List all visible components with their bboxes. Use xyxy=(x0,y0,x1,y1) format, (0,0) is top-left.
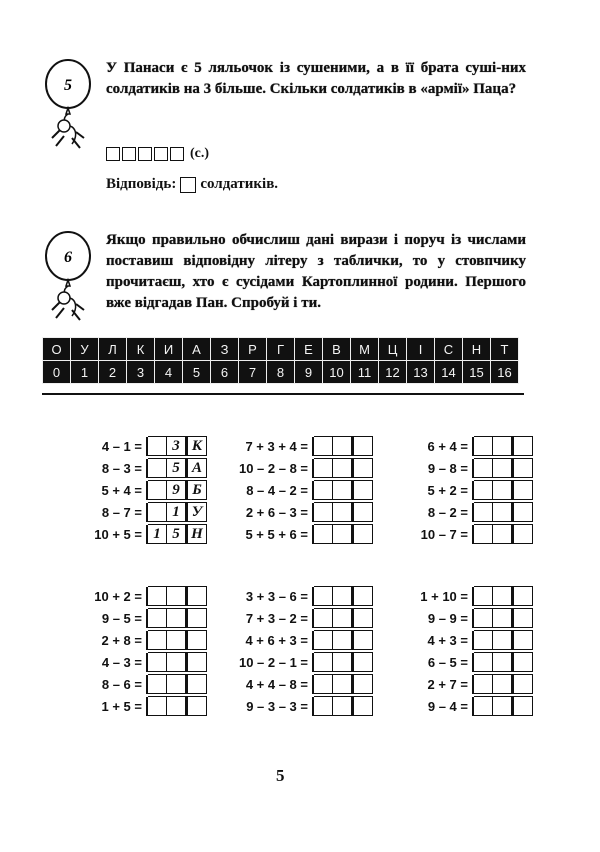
answer-unit: солдатиків. xyxy=(200,176,279,192)
answer-boxes xyxy=(472,525,533,544)
answer-digit-cell[interactable] xyxy=(148,502,167,522)
expression: 9 – 9 = xyxy=(427,610,468,626)
answer-digit-cell[interactable] xyxy=(333,586,354,606)
formula-box[interactable] xyxy=(122,147,136,161)
expression: 9 – 8 = xyxy=(427,460,468,476)
expression: 6 + 4 = xyxy=(427,438,468,454)
answer-letter-cell[interactable] xyxy=(354,608,373,628)
expression: 8 – 3 = xyxy=(101,460,142,476)
expression: 10 + 2 = xyxy=(94,588,142,604)
expression: 10 – 2 – 8 = xyxy=(238,460,308,476)
cipher-number: 4 xyxy=(155,361,183,384)
balloon-character-icon xyxy=(42,230,94,322)
cipher-number: 7 xyxy=(239,361,267,384)
answer-boxes xyxy=(312,525,373,544)
exercise-row xyxy=(382,523,533,545)
answer-boxes xyxy=(146,587,207,606)
answer-digit-cell[interactable] xyxy=(167,674,188,694)
exercise-row xyxy=(382,607,533,629)
answer-digit-cell[interactable] xyxy=(493,696,514,716)
expression: 1 + 10 = xyxy=(420,588,468,604)
page-number: 5 xyxy=(276,766,285,785)
answer-letter-cell[interactable] xyxy=(354,436,373,456)
answer-digit-cell[interactable] xyxy=(493,608,514,628)
exercise-row xyxy=(212,523,373,545)
exercise-row xyxy=(382,479,533,501)
answer-boxes xyxy=(146,697,207,716)
answer-digit-cell[interactable] xyxy=(314,674,333,694)
answer-boxes xyxy=(472,675,533,694)
exercise-row xyxy=(64,695,207,717)
exercise-row xyxy=(64,585,207,607)
exercise-row xyxy=(382,585,533,607)
exercise-group xyxy=(382,435,533,545)
answer-label: Відповідь: xyxy=(106,176,177,192)
cipher-letters-row xyxy=(43,338,519,361)
answer-digit-cell[interactable] xyxy=(314,436,333,456)
task-5-answer xyxy=(106,176,278,193)
exercise-group xyxy=(64,435,207,545)
answer-boxes xyxy=(146,675,207,694)
cipher-letter: У xyxy=(71,338,99,361)
expression: 7 + 3 – 2 = xyxy=(245,610,308,626)
exercise-row xyxy=(64,673,207,695)
answer-boxes xyxy=(146,459,207,478)
answer-digit-cell[interactable]: 3 xyxy=(167,436,188,456)
exercise-row xyxy=(64,479,207,501)
answer-digit-cell[interactable] xyxy=(493,502,514,522)
exercise-row xyxy=(382,651,533,673)
answer-boxes xyxy=(312,459,373,478)
answer-digit-cell[interactable] xyxy=(314,696,333,716)
expression: 10 – 2 – 1 = xyxy=(238,654,308,670)
answer-boxes xyxy=(312,675,373,694)
answer-digit-cell[interactable] xyxy=(333,608,354,628)
cipher-letter: К xyxy=(127,338,155,361)
exercise-row xyxy=(212,673,373,695)
formula-unit: (с.) xyxy=(190,146,210,161)
answer-boxes xyxy=(312,503,373,522)
exercise-row xyxy=(382,695,533,717)
answer-boxes xyxy=(472,481,533,500)
expression: 4 – 3 = xyxy=(101,654,142,670)
answer-digit-cell[interactable] xyxy=(493,458,514,478)
answer-boxes xyxy=(472,609,533,628)
task-5-text: У Панаси є 5 ляльочок із сушеними, а в її брата суші-них солдатиків на 3 більше. Скільки солдатиків в «армії» Паца? xyxy=(106,60,526,97)
answer-boxes xyxy=(312,437,373,456)
answer-digit-cell[interactable] xyxy=(474,436,493,456)
expression: 4 + 3 = xyxy=(427,632,468,648)
exercise-row xyxy=(212,629,373,651)
answer-letter-cell[interactable]: Н xyxy=(188,524,207,544)
answer-letter-cell[interactable] xyxy=(354,524,373,544)
answer-letter-cell[interactable] xyxy=(514,630,533,650)
answer-boxes xyxy=(472,653,533,672)
answer-letter-cell[interactable] xyxy=(354,586,373,606)
answer-digit-cell[interactable]: 9 xyxy=(167,480,188,500)
answer-digit-cell[interactable] xyxy=(148,586,167,606)
cipher-letter: Л xyxy=(99,338,127,361)
exercise-row xyxy=(64,435,207,457)
answer-digit-cell[interactable] xyxy=(167,608,188,628)
exercise-group xyxy=(64,585,207,717)
answer-digit-cell[interactable]: 1 xyxy=(167,502,188,522)
cipher-number: 11 xyxy=(351,361,379,384)
expression: 5 + 2 = xyxy=(427,482,468,498)
expression: 3 + 3 – 6 = xyxy=(245,588,308,604)
answer-digit-cell[interactable] xyxy=(474,502,493,522)
answer-digit-cell[interactable] xyxy=(333,674,354,694)
expression: 9 – 4 = xyxy=(427,698,468,714)
cipher-table xyxy=(42,337,519,384)
answer-digit-cell[interactable]: 1 xyxy=(148,524,167,544)
answer-letter-cell[interactable] xyxy=(354,458,373,478)
formula-box[interactable] xyxy=(106,147,120,161)
answer-digit-cell[interactable] xyxy=(314,502,333,522)
expression: 10 + 5 = xyxy=(94,526,142,542)
cipher-letter: М xyxy=(351,338,379,361)
answer-letter-cell[interactable] xyxy=(188,608,207,628)
cipher-letter: О xyxy=(43,338,71,361)
cipher-letter: Т xyxy=(491,338,519,361)
task-5-formula xyxy=(106,146,209,162)
answer-digit-cell[interactable]: 5 xyxy=(167,458,188,478)
expression: 5 + 4 = xyxy=(101,482,142,498)
answer-letter-cell[interactable] xyxy=(188,652,207,672)
exercise-row xyxy=(64,629,207,651)
cipher-number: 16 xyxy=(491,361,519,384)
cipher-number: 14 xyxy=(435,361,463,384)
answer-digit-cell[interactable] xyxy=(474,524,493,544)
answer-digit-cell[interactable] xyxy=(474,630,493,650)
cipher-number: 2 xyxy=(99,361,127,384)
exercise-group xyxy=(382,585,533,717)
exercise-row xyxy=(212,651,373,673)
exercise-group xyxy=(212,585,373,717)
answer-digit-cell[interactable] xyxy=(314,630,333,650)
task-number: 5 xyxy=(64,77,72,94)
answer-digit-cell[interactable] xyxy=(474,586,493,606)
exercise-row xyxy=(212,435,373,457)
exercise-row xyxy=(212,479,373,501)
answer-digit-cell[interactable] xyxy=(167,696,188,716)
answer-letter-cell[interactable] xyxy=(514,586,533,606)
answer-letter-cell[interactable] xyxy=(188,630,207,650)
expression: 2 + 8 = xyxy=(101,632,142,648)
answer-digit-cell[interactable] xyxy=(314,458,333,478)
cipher-number: 13 xyxy=(407,361,435,384)
exercise-row xyxy=(382,501,533,523)
cipher-letter: Г xyxy=(267,338,295,361)
answer-digit-cell[interactable] xyxy=(333,480,354,500)
answer-digit-cell[interactable] xyxy=(333,652,354,672)
answer-digit-cell[interactable] xyxy=(167,630,188,650)
cipher-letter: И xyxy=(155,338,183,361)
cipher-number: 10 xyxy=(323,361,351,384)
answer-digit-cell[interactable] xyxy=(148,674,167,694)
exercise-row xyxy=(382,457,533,479)
expression: 5 + 5 + 6 = xyxy=(245,526,308,542)
answer-digit-cell[interactable] xyxy=(474,608,493,628)
answer-digit-cell[interactable] xyxy=(474,480,493,500)
answer-digit-cell[interactable] xyxy=(474,696,493,716)
cipher-number: 12 xyxy=(379,361,407,384)
answer-boxes xyxy=(146,525,207,544)
cipher-letter: С xyxy=(435,338,463,361)
expression: 8 – 7 = xyxy=(101,504,142,520)
answer-digit-cell[interactable] xyxy=(314,480,333,500)
answer-letter-cell[interactable] xyxy=(188,696,207,716)
expression: 2 + 7 = xyxy=(427,676,468,692)
answer-letter-cell[interactable]: А xyxy=(188,458,207,478)
answer-letter-cell[interactable] xyxy=(514,436,533,456)
answer-boxes xyxy=(312,609,373,628)
answer-digit-cell[interactable] xyxy=(314,524,333,544)
answer-digit-cell[interactable] xyxy=(314,586,333,606)
answer-boxes xyxy=(472,459,533,478)
answer-boxes xyxy=(146,481,207,500)
expression: 9 – 3 – 3 = xyxy=(246,698,308,714)
answer-boxes xyxy=(472,587,533,606)
answer-digit-cell[interactable] xyxy=(333,524,354,544)
answer-digit-cell[interactable] xyxy=(333,696,354,716)
answer-digit-cell[interactable] xyxy=(474,652,493,672)
formula-box[interactable] xyxy=(170,147,184,161)
answer-digit-cell[interactable] xyxy=(148,652,167,672)
answer-letter-cell[interactable] xyxy=(514,480,533,500)
answer-boxes xyxy=(312,653,373,672)
expression: 10 – 7 = xyxy=(420,526,468,542)
cipher-letter: З xyxy=(211,338,239,361)
expression: 9 – 5 = xyxy=(101,610,142,626)
answer-digit-cell[interactable] xyxy=(148,436,167,456)
answer-digit-cell[interactable] xyxy=(493,436,514,456)
answer-boxes xyxy=(312,481,373,500)
answer-letter-cell[interactable] xyxy=(514,524,533,544)
expression: 1 + 5 = xyxy=(101,698,142,714)
answer-boxes xyxy=(472,503,533,522)
answer-digit-cell[interactable] xyxy=(493,524,514,544)
expression: 4 + 4 – 8 = xyxy=(245,676,308,692)
exercise-row xyxy=(212,607,373,629)
cipher-number: 15 xyxy=(463,361,491,384)
answer-digit-cell[interactable] xyxy=(474,458,493,478)
answer-digit-cell[interactable]: 5 xyxy=(167,524,188,544)
answer-digit-cell[interactable] xyxy=(148,480,167,500)
cipher-letter: В xyxy=(323,338,351,361)
formula-box[interactable] xyxy=(138,147,152,161)
answer-digit-cell[interactable] xyxy=(314,608,333,628)
answer-boxes xyxy=(312,587,373,606)
answer-digit-cell[interactable] xyxy=(314,652,333,672)
answer-letter-cell[interactable] xyxy=(354,480,373,500)
answer-letter-cell[interactable] xyxy=(354,502,373,522)
cipher-letter: Е xyxy=(295,338,323,361)
answer-boxes xyxy=(472,631,533,650)
divider-line xyxy=(42,393,524,395)
answer-digit-cell[interactable] xyxy=(493,652,514,672)
answer-letter-cell[interactable] xyxy=(188,674,207,694)
cipher-letter: А xyxy=(183,338,211,361)
expression: 2 + 6 – 3 = xyxy=(245,504,308,520)
expression: 8 – 6 = xyxy=(101,676,142,692)
answer-digit-cell[interactable] xyxy=(493,630,514,650)
answer-letter-cell[interactable] xyxy=(354,630,373,650)
answer-letter-cell[interactable] xyxy=(514,674,533,694)
answer-box[interactable] xyxy=(180,177,196,193)
answer-digit-cell[interactable] xyxy=(333,436,354,456)
exercise-group xyxy=(212,435,373,545)
exercise-row xyxy=(212,695,373,717)
task-number: 6 xyxy=(64,249,72,266)
answer-letter-cell[interactable] xyxy=(188,586,207,606)
answer-digit-cell[interactable] xyxy=(167,586,188,606)
answer-boxes xyxy=(472,437,533,456)
answer-letter-cell[interactable] xyxy=(514,608,533,628)
answer-boxes xyxy=(146,631,207,650)
answer-digit-cell[interactable] xyxy=(333,502,354,522)
answer-digit-cell[interactable] xyxy=(333,630,354,650)
answer-digit-cell[interactable] xyxy=(493,480,514,500)
exercise-row xyxy=(64,651,207,673)
answer-letter-cell[interactable] xyxy=(354,652,373,672)
answer-digit-cell[interactable] xyxy=(493,586,514,606)
answer-letter-cell[interactable] xyxy=(514,696,533,716)
expression: 7 + 3 + 4 = xyxy=(245,438,308,454)
answer-digit-cell[interactable] xyxy=(474,674,493,694)
answer-digit-cell[interactable] xyxy=(333,458,354,478)
answer-letter-cell[interactable] xyxy=(514,502,533,522)
expression: 4 – 1 = xyxy=(101,438,142,454)
exercise-row xyxy=(382,629,533,651)
exercise-row xyxy=(212,585,373,607)
answer-letter-cell[interactable] xyxy=(354,674,373,694)
expression: 4 + 6 + 3 = xyxy=(245,632,308,648)
answer-digit-cell[interactable] xyxy=(167,652,188,672)
cipher-letter: І xyxy=(407,338,435,361)
answer-letter-cell[interactable]: К xyxy=(188,436,207,456)
answer-boxes xyxy=(472,697,533,716)
expression: 8 – 4 – 2 = xyxy=(246,482,308,498)
answer-digit-cell[interactable] xyxy=(148,696,167,716)
balloon-character-icon xyxy=(42,58,94,150)
task-6-text: Якщо правильно обчислиш дані вирази і поруч із числами поставиш відповідну літеру з таблички, то у стовпчику прочитаєш, хто є сусідами Картоплинної родини. Першого вже відгадав Пан. Спробуй і ти. xyxy=(106,232,526,311)
cipher-letter: Н xyxy=(463,338,491,361)
exercise-row xyxy=(64,607,207,629)
exercise-row xyxy=(212,457,373,479)
answer-letter-cell[interactable] xyxy=(514,652,533,672)
cipher-number: 0 xyxy=(43,361,71,384)
answer-letter-cell[interactable] xyxy=(514,458,533,478)
answer-boxes xyxy=(312,631,373,650)
answer-boxes xyxy=(312,697,373,716)
expression: 6 – 5 = xyxy=(427,654,468,670)
answer-boxes xyxy=(146,437,207,456)
answer-digit-cell[interactable] xyxy=(148,630,167,650)
cipher-numbers-row xyxy=(43,361,519,384)
formula-box[interactable] xyxy=(154,147,168,161)
exercise-row xyxy=(382,435,533,457)
cipher-number: 6 xyxy=(211,361,239,384)
cipher-number: 8 xyxy=(267,361,295,384)
answer-boxes xyxy=(146,609,207,628)
exercise-row xyxy=(382,673,533,695)
cipher-number: 9 xyxy=(295,361,323,384)
exercise-row xyxy=(64,457,207,479)
exercise-row xyxy=(212,501,373,523)
answer-boxes xyxy=(146,653,207,672)
cipher-number: 5 xyxy=(183,361,211,384)
answer-letter-cell[interactable]: Б xyxy=(188,480,207,500)
answer-letter-cell[interactable] xyxy=(354,696,373,716)
answer-boxes xyxy=(146,503,207,522)
cipher-number: 3 xyxy=(127,361,155,384)
cipher-number: 1 xyxy=(71,361,99,384)
answer-letter-cell[interactable]: У xyxy=(188,502,207,522)
cipher-letter: Ц xyxy=(379,338,407,361)
exercise-row xyxy=(64,501,207,523)
cipher-letter: Р xyxy=(239,338,267,361)
answer-digit-cell[interactable] xyxy=(493,674,514,694)
expression: 8 – 2 = xyxy=(427,504,468,520)
answer-digit-cell[interactable] xyxy=(148,458,167,478)
answer-digit-cell[interactable] xyxy=(148,608,167,628)
exercise-row xyxy=(64,523,207,545)
